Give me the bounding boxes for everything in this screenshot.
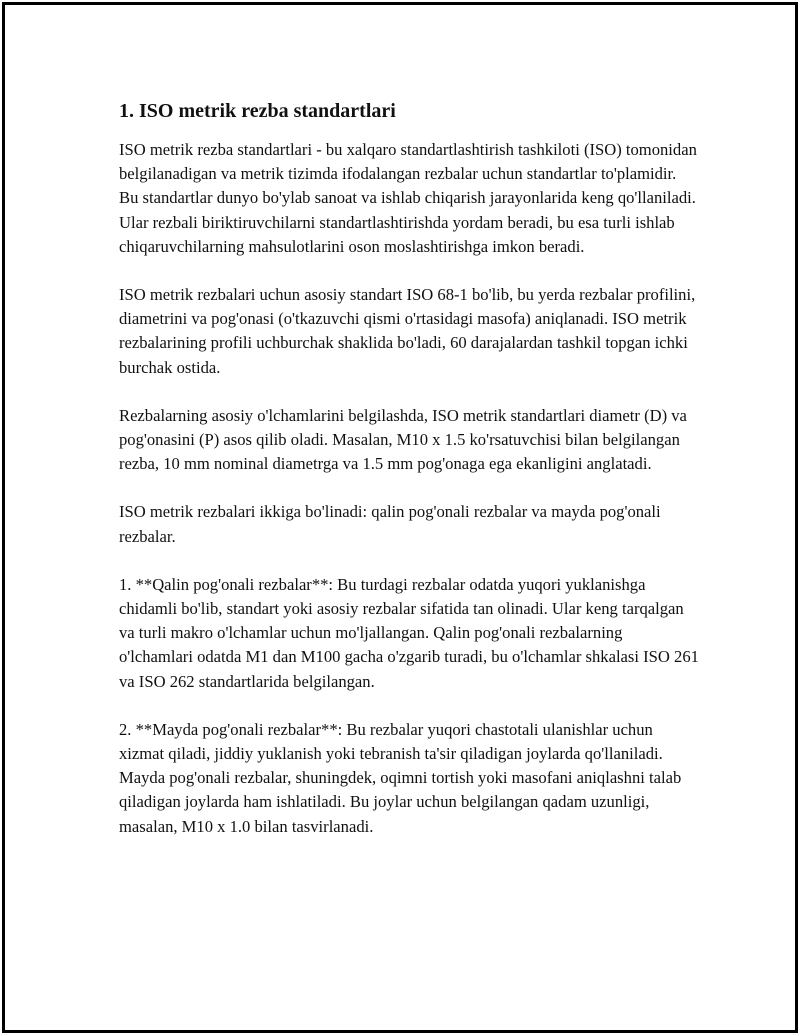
paragraph-intro: ISO metrik rezba standartlari - bu xalqaro standartlashtirish tashkiloti (ISO) tomonidan belgilanadigan va metrik tizimda ifodalangan rezbalar uchun standartlar to'plamidir. Bu standartlar dunyo bo'ylab sanoat va ishlab chiqarish jarayonlarida keng qo'llaniladi. Ular rezbali biriktiruvchilarni standartlashtirishda yordam beradi, bu esa turli ishlab chiqaruvchilarning mahsulotlarini oson moslashtirishga imkon beradi. [119,140,697,256]
document-page [2,2,798,1033]
document-body [119,98,699,863]
paragraph-dimensions: Rezbalarning asosiy o'lchamlarini belgilashda, ISO metrik standartlari diametr (D) va pog'onasini (P) asos qilib oladi. Masalan, M10 x 1.5 ko'rsatuvchisi bilan belgilangan rezba, 10 mm nominal diametrga va 1.5 mm pog'onaga ega ekanligini anglatadi. [119,405,687,474]
paragraph-fine-pitch: 2. **Mayda pog'onali rezbalar**: Bu rezbalar yuqori chastotali ulanishlar uchun xizmat qiladi, jiddiy yuklanish yoki tebranish ta'sir qiladigan joylarda qo'llaniladi. Mayda pog'onali rezbalar, shuningdek, oqimni tortish yoki masofani aniqlashni talab qiladigan joylarda ham ishlatiladi. Bu joylar uchun belgilangan qadam uzunligi, masalan, M10 x 1.0 bilan tasvirlanadi. [119,719,682,836]
paragraph-coarse-pitch: 1. **Qalin pog'onali rezbalar**: Bu turdagi rezbalar odatda yuqori yuklanishga chidamli bo'lib, standart yoki asosiy rezbalar sifatida tan olinadi. Ular keng tarqalgan va turli makro o'lchamlar uchun mo'ljallangan. Qalin pog'onali rezbalarning o'lchamlari odatda M1 dan M100 gacha o'zgarib turadi, bu o'lchamlar shkalasi ISO 261 va ISO 262 standartlarida belgilangan. [119,574,699,691]
paragraph-classification: ISO metrik rezbalari ikkiga bo'linadi: qalin pog'onali rezbalar va mayda pog'onali rezbalar. [119,502,661,546]
section-heading: 1. ISO metrik rezba standartlari [119,100,396,122]
paragraph-iso-68-1: ISO metrik rezbalari uchun asosiy standart ISO 68-1 bo'lib, bu yerda rezbalar profilini, diametrini va pog'onasi (o'tkazuvchi qismi o'rtasidagi masofa) aniqlanadi. ISO metrik rezbalarining profili uchburchak shaklida bo'ladi, 60 darajalardan tashkil topgan ichki burchak ostida. [119,285,696,377]
